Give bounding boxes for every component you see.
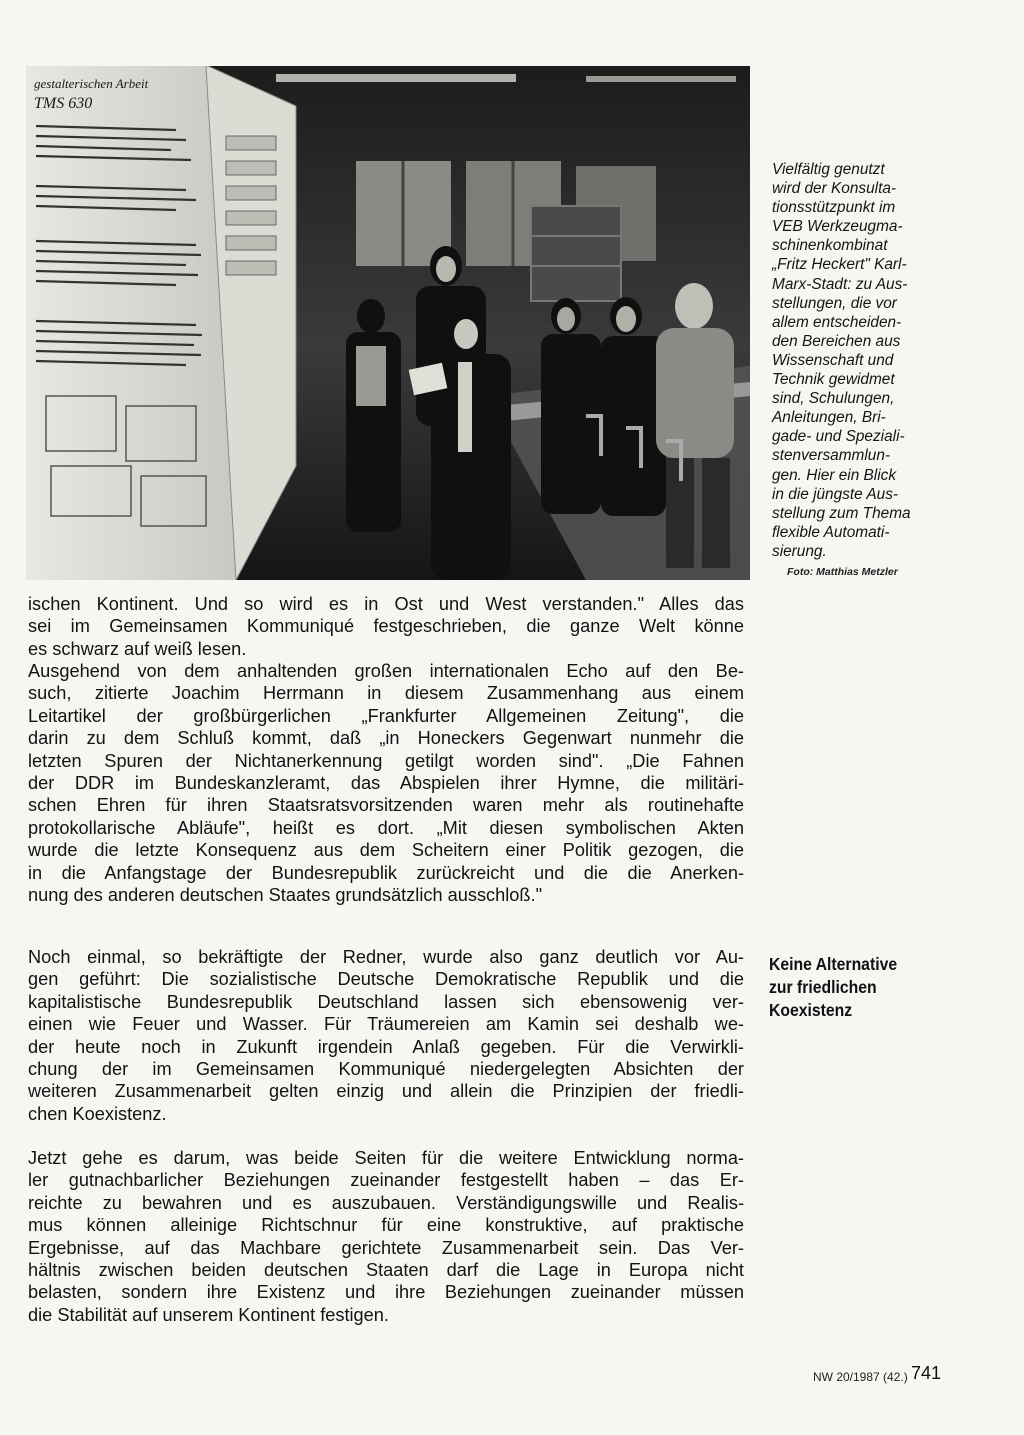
caption-line: stenversammlun- bbox=[772, 447, 891, 465]
caption-line: flexible Automati- bbox=[772, 523, 890, 541]
text-line: der DDR im Bundeskanzleramt, das Abspielen ihrer Hymne, die militäri- bbox=[28, 773, 744, 794]
exhibition-photo bbox=[26, 66, 750, 580]
caption-line: tionsstützpunkt im bbox=[772, 199, 896, 217]
side-heading-line: Keine Alternative bbox=[769, 954, 898, 974]
text-line: weiteren Zusammenarbeit gelten einzig und allein die Prinzipien der friedli- bbox=[28, 1081, 744, 1102]
text-line: belasten, sondern ihre Existenz und ihre Beziehungen zueinander müssen bbox=[28, 1282, 744, 1303]
text-line: der heute noch in Zukunft irgendein Anlaß gegeben. Für die Verwirkli- bbox=[28, 1036, 744, 1057]
paragraph-3 bbox=[28, 946, 744, 1125]
text-line: sei im Gemeinsamen Kommuniqué festgeschrieben, die ganze Welt könne bbox=[28, 616, 744, 637]
text-line: protokollarische Abläufe", heißt es dort. „Mit diesen symbolischen Akten bbox=[28, 817, 744, 838]
caption-line: allem entscheiden- bbox=[772, 313, 902, 331]
text-line: darin zu dem Schluß kommt, daß „in Honeckers Gegenwart nunmehr die bbox=[28, 728, 744, 749]
text-line: letzten Spuren der Nichtanerkennung getilgt worden sind". „Die Fahnen bbox=[28, 750, 744, 771]
caption-line: sind, Schulungen, bbox=[772, 390, 895, 408]
caption-line: Technik gewidmet bbox=[772, 371, 895, 389]
text-line: ler gutnachbarlicher Beziehungen zueinander festgestellt haben – das Er- bbox=[28, 1170, 744, 1191]
caption-line: in die jüngste Aus- bbox=[772, 485, 899, 503]
text-line: chen Koexistenz. bbox=[28, 1103, 167, 1124]
text-line: wurde die letzte Konsequenz aus dem Scheitern einer Politik gezogen, die bbox=[28, 840, 744, 861]
caption-line: stellung zum Thema bbox=[772, 504, 911, 522]
text-line: Leitartikel der großbürgerlichen „Frankfurter Allgemeinen Zeitung", die bbox=[28, 705, 744, 726]
caption-line: VEB Werkzeugma- bbox=[772, 218, 903, 236]
caption-line: Anleitungen, Bri- bbox=[772, 409, 886, 427]
side-heading-line: Koexistenz bbox=[769, 1000, 853, 1020]
text-line: hältnis zwischen beiden deutschen Staaten darf die Lage in Europa nicht bbox=[28, 1260, 744, 1281]
text-line: Jetzt gehe es darum, was beide Seiten für die weitere Entwicklung norma- bbox=[28, 1148, 744, 1168]
text-line: such, zitierte Joachim Herrmann in diesem Zusammenhang aus einem bbox=[28, 683, 744, 704]
text-line: schen Ehren für ihren Staatsratsvorsitzenden waren mehr als routinehafte bbox=[28, 795, 744, 816]
text-line: reichte zu bewahren und es auszubauen. Verständigungswille und Realis- bbox=[28, 1192, 744, 1213]
caption-line: gen. Hier ein Blick bbox=[772, 466, 897, 484]
caption-line: wird der Konsulta- bbox=[772, 180, 897, 198]
text-line: in die Anfangstage der Bundesrepublik zurückreicht und die die Anerken- bbox=[28, 862, 744, 883]
caption-line: schinenkombinat bbox=[772, 237, 888, 255]
text-line: nung des anderen deutschen Staates grundsätzlich ausschloß." bbox=[28, 885, 543, 906]
text-line: Ausgehend von dem anhaltenden großen internationalen Echo auf den Be- bbox=[28, 661, 744, 681]
caption-line: sierung. bbox=[772, 542, 827, 560]
text-line: Noch einmal, so bekräftigte der Redner, wurde also ganz deutlich vor Au- bbox=[28, 947, 744, 967]
panel-subheading-text: TMS 630 bbox=[34, 95, 93, 112]
text-line: Ergebnisse, auf das Machbare gerichtete Zusammenarbeit sein. Das Ver- bbox=[28, 1237, 744, 1258]
paragraph-2 bbox=[28, 660, 744, 906]
caption-line: „Fritz Heckert" Karl- bbox=[772, 256, 907, 274]
caption-line: gade- und Speziali- bbox=[772, 428, 905, 446]
text-line: einen wie Feuer und Wasser. Für Träumereien am Kamin sei deshalb we- bbox=[28, 1014, 744, 1035]
text-line: die Stabilität auf unserem Kontinent festigen. bbox=[28, 1304, 389, 1325]
photo-caption bbox=[772, 160, 957, 561]
issue-reference: NW 20/1987 (42.) bbox=[813, 1370, 908, 1384]
text-line: kapitalistische Bundesrepublik Deutschland lassen sich ebensowenig ver- bbox=[28, 991, 744, 1012]
side-heading-line: zur friedlichen bbox=[769, 977, 877, 997]
paragraph-1 bbox=[28, 593, 744, 660]
page-number: 741 bbox=[911, 1363, 942, 1383]
caption-line: Marx-Stadt: zu Aus- bbox=[772, 275, 908, 293]
text-line: mus können alleinige Richtschnur für eine konstruktive, auf praktische bbox=[28, 1215, 744, 1236]
text-line: gen geführt: Die sozialistische Deutsche Demokratische Republik und die bbox=[28, 969, 744, 990]
caption-line: Wissenschaft und bbox=[772, 351, 894, 369]
panel-heading-text: gestalterischen Arbeit bbox=[34, 76, 149, 91]
photo-credit: Foto: Matthias Metzler bbox=[787, 566, 898, 578]
caption-line: Vielfältig genutzt bbox=[772, 161, 885, 178]
side-heading bbox=[769, 953, 940, 1022]
text-line: chung der im Gemeinsamen Kommuniqué niedergelegten Absichten der bbox=[28, 1059, 744, 1080]
caption-line: den Bereichen aus bbox=[772, 332, 901, 350]
paragraph-4 bbox=[28, 1147, 744, 1326]
text-line: es schwarz auf weiß lesen. bbox=[28, 638, 247, 659]
caption-line: stellungen, die vor bbox=[772, 294, 897, 312]
exhibition-photo-graphic bbox=[26, 66, 750, 580]
text-line: ischen Kontinent. Und so wird es in Ost und West verstanden." Alles das bbox=[28, 594, 744, 614]
